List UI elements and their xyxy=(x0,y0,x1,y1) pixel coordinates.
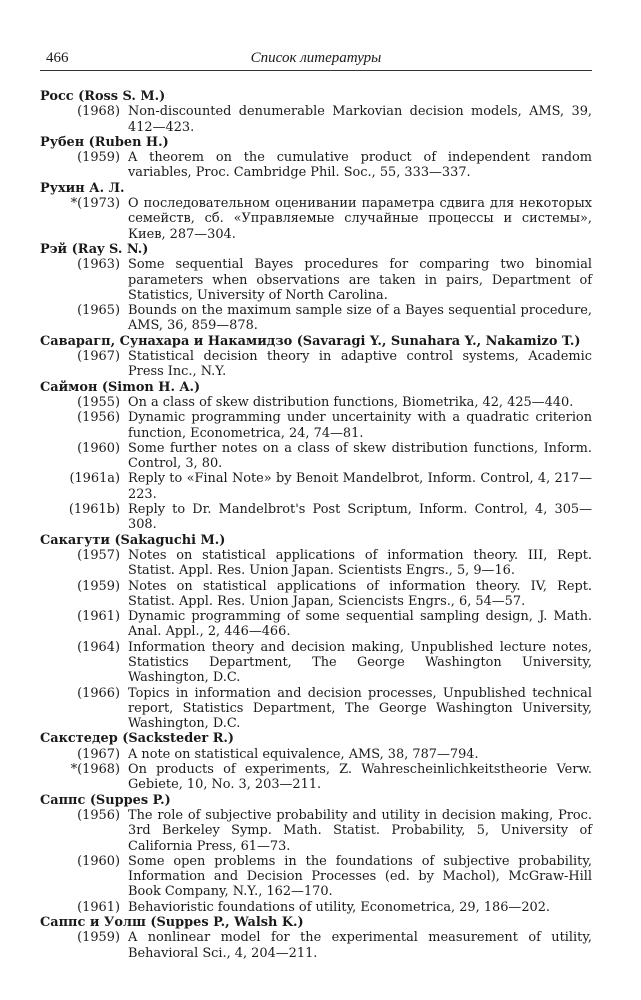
author-heading: Сакстедер (Sacksteder R.) xyxy=(40,731,235,747)
entry-text: Dynamic programming of some sequential sampling design, J. Math. Anal. Appl., 2, 446—466. xyxy=(128,609,592,640)
author-heading: Саймон (Simon H. A.) xyxy=(40,379,201,395)
entry-year: (1961a) xyxy=(69,471,120,487)
page-header xyxy=(40,48,592,71)
author-group xyxy=(40,731,592,792)
bib-entry xyxy=(40,686,592,732)
bib-entry xyxy=(40,104,592,135)
entry-year: (1960) xyxy=(77,853,120,869)
entry-text: A nonlinear model for the experimental measurement of utility, Behavioral Sci., 4, 204—211. xyxy=(128,930,592,961)
entry-text: Some open problems in the foundations of subjective probability, Information and Decision Processes (ed. by Machol), McGraw-Hill Book Company, N.Y., 162—170. xyxy=(128,853,592,900)
entry-year: *(1968) xyxy=(70,762,120,778)
bib-entry xyxy=(40,609,592,640)
entry-text: Dynamic programming under uncertainity with a quadratic criterion function, Econometrica, 24, 74—81. xyxy=(128,410,592,441)
author-group xyxy=(40,915,592,961)
entry-year: (1957) xyxy=(77,547,120,563)
author-heading: Саварагп, Сунахара и Накамидзо (Savaragi Y., Sunahara Y., Nakamizo T.) xyxy=(40,333,581,349)
entry-text: On products of experiments, Z. Wahrescheinlichkeitstheorie Verw. Gebiete, 10, No. 3, 203—211. xyxy=(128,762,592,793)
entry-year: (1963) xyxy=(77,257,120,273)
author-group xyxy=(40,793,592,915)
entry-text: Statistical decision theory in adaptive control systems, Academic Press Inc., N.Y. xyxy=(128,349,592,380)
entry-year: (1961) xyxy=(77,899,120,915)
entry-year: (1968) xyxy=(77,104,120,120)
bib-entry xyxy=(40,900,592,915)
author-group xyxy=(40,242,592,334)
bib-entry xyxy=(40,548,592,579)
running-title: Список литературы xyxy=(250,50,382,66)
author-group xyxy=(40,334,592,380)
entry-text: О последовательном оценивании параметра сдвига для некоторых семейств, сб. «Управляемые случайные процессы и системы», Киев, 287—304. xyxy=(128,196,592,242)
author-heading: Сакагути (Sakaguchi M.) xyxy=(40,532,226,548)
bib-entry xyxy=(40,502,592,533)
author-group xyxy=(40,89,592,135)
entry-text: Information theory and decision making, Unpublished lecture notes, Statistics Department, The George Washington University, Washington, D.C. xyxy=(128,639,592,686)
bib-entry xyxy=(40,762,592,793)
bib-entry xyxy=(40,747,592,762)
entry-text: Topics in information and decision processes, Unpublished technical report, Statistics Department, The George Washington University, Washington, D.C. xyxy=(128,685,592,732)
bib-entry xyxy=(40,930,592,961)
page-number: 466 xyxy=(46,50,69,66)
entry-year: (1960) xyxy=(77,440,120,456)
bib-entry xyxy=(40,808,592,854)
bib-entry xyxy=(40,150,592,181)
entry-year: (1961) xyxy=(77,609,120,625)
bib-entry xyxy=(40,395,592,410)
entry-text: A note on statistical equivalence, AMS, 38, 787—794. xyxy=(128,746,479,762)
entry-text: A theorem on the cumulative product of independent random variables, Proc. Cambridge Phil. Soc., 55, 333—337. xyxy=(128,150,592,181)
bib-entry xyxy=(40,257,592,303)
entry-text: Notes on statistical applications of information theory. III, Rept. Statist. Appl. Res. Union Japan. Scientists Engrs., 5, 9—16. xyxy=(128,547,592,579)
entry-text: Bounds on the maximum sample size of a Bayes sequential procedure, AMS, 36, 859—878. xyxy=(128,303,592,334)
entry-text: Reply to Dr. Mandelbrot's Post Scriptum, Inform. Control, 4, 305—308. xyxy=(128,502,592,533)
bib-entry xyxy=(40,196,592,242)
author-group xyxy=(40,533,592,732)
entry-year: (1964) xyxy=(77,639,120,655)
entry-year: (1961b) xyxy=(68,502,120,518)
author-heading: Рухин А. Л. xyxy=(40,180,125,196)
entry-text: Reply to «Final Note» by Benoit Mandelbrot, Inform. Control, 4, 217—223. xyxy=(128,471,592,502)
entry-year: (1959) xyxy=(77,150,120,166)
author-heading: Рэй (Ray S. N.) xyxy=(40,241,149,257)
entry-year: (1965) xyxy=(77,303,120,319)
entry-year: (1959) xyxy=(77,578,120,594)
author-heading: Рубен (Ruben H.) xyxy=(40,134,169,150)
entry-year: (1967) xyxy=(77,349,120,365)
bib-entry xyxy=(40,410,592,441)
entry-year: (1955) xyxy=(77,394,120,410)
bib-entry xyxy=(40,854,592,900)
entry-year: (1959) xyxy=(77,930,120,946)
bib-entry xyxy=(40,579,592,610)
author-group xyxy=(40,135,592,181)
bib-entry xyxy=(40,640,592,686)
bib-entry xyxy=(40,349,592,380)
author-heading: Саппс и Уолш (Suppes P., Walsh K.) xyxy=(40,915,304,931)
entry-year: *(1973) xyxy=(70,196,120,212)
entry-text: On a class of skew distribution functions, Biometrika, 42, 425—440. xyxy=(128,394,574,410)
bib-entry xyxy=(40,471,592,502)
bib-entry xyxy=(40,441,592,472)
entry-year: (1967) xyxy=(77,746,120,762)
author-heading: Саппс (Suppes P.) xyxy=(40,792,171,808)
bibliography-list xyxy=(40,89,592,961)
entry-text: Some further notes on a class of skew distribution functions, Inform. Control, 3, 80. xyxy=(128,440,592,472)
entry-text: Behavioristic foundations of utility, Econometrica, 29, 186—202. xyxy=(128,899,551,915)
book-page xyxy=(40,48,592,961)
entry-text: Some sequential Bayes procedures for comparing two binomial parameters when observations are taken in pairs, Department of Statistics, University of North Carolina. xyxy=(128,257,592,303)
author-group xyxy=(40,181,592,242)
entry-text: The role of subjective probability and utility in decision making, Proc. 3rd Berkeley Symp. Math. Statist. Probability, 5, University of California Press, 61—73. xyxy=(128,807,592,854)
entry-text: Notes on statistical applications of information theory. IV, Rept. Statist. Appl. Res. Union Japan, Sciencists Engrs., 6, 54—57. xyxy=(128,578,592,609)
bib-entry xyxy=(40,303,592,334)
author-group xyxy=(40,380,592,533)
author-heading: Pocc (Ross S. M.) xyxy=(40,89,166,104)
entry-text: Non-discounted denumerable Markovian decision models, AMS, 39, 412—423. xyxy=(128,104,592,135)
entry-year: (1956) xyxy=(77,410,120,426)
entry-year: (1966) xyxy=(77,685,120,701)
entry-year: (1956) xyxy=(77,807,120,823)
